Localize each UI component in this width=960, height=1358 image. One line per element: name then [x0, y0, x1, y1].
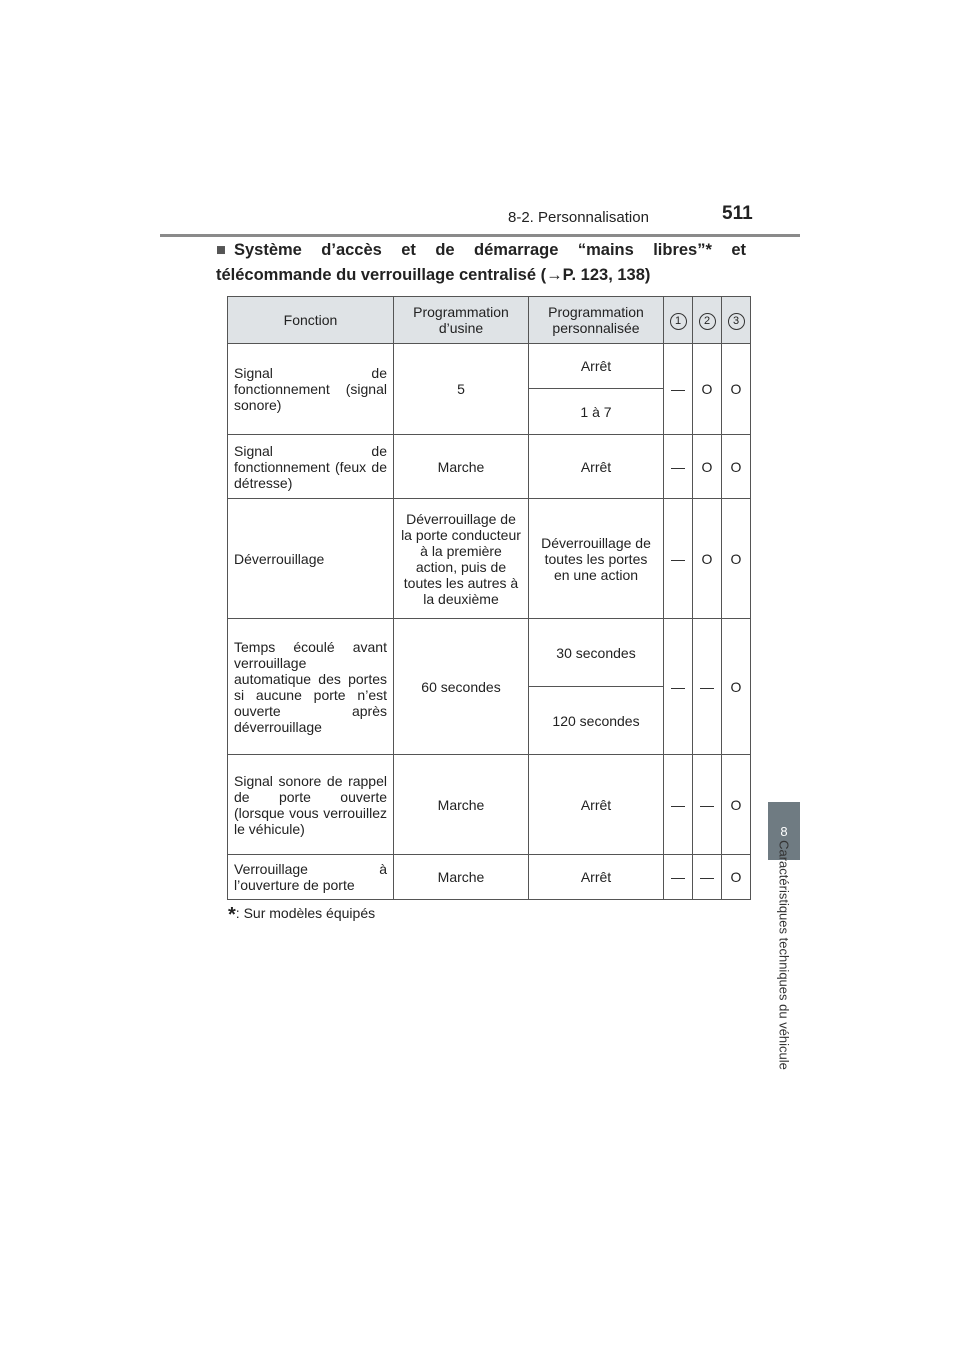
- cell-usine: Déverrouillage de la porte conducteur à la première action, puis de toutes les autres à la deuxième: [394, 499, 529, 619]
- cell-mark-1: —: [664, 499, 693, 619]
- heading-word: “mains: [577, 241, 634, 259]
- cell-perso: 1 à 7: [529, 389, 664, 435]
- cell-mark-3: O: [722, 499, 751, 619]
- cell-perso: Arrêt: [529, 344, 664, 389]
- heading-word: et: [731, 241, 746, 259]
- cell-usine: Marche: [394, 755, 529, 855]
- cell-perso: Arrêt: [529, 435, 664, 499]
- table-row: [228, 499, 751, 619]
- cell-mark-3: O: [722, 435, 751, 499]
- table-row: [228, 435, 751, 499]
- circled-1-icon: 1: [670, 313, 687, 330]
- header-divider: [160, 234, 800, 237]
- header-col-2: [693, 297, 722, 344]
- cell-mark-1: —: [664, 344, 693, 435]
- cell-mark-2: O: [693, 344, 722, 435]
- cell-usine: Marche: [394, 855, 529, 900]
- bullet-icon: ■: [216, 241, 226, 259]
- table-header-row: [228, 297, 751, 344]
- cell-perso: Déverrouillage de toutes les portes en une action: [529, 499, 664, 619]
- asterisk-icon: *: [228, 904, 236, 926]
- cell-mark-3: O: [722, 855, 751, 900]
- cell-fonction: Signal sonore de rappel de porte ouverte (lorsque vous verrouillez le véhicule): [228, 755, 394, 855]
- header-col-1: [664, 297, 693, 344]
- cell-mark-2: O: [693, 435, 722, 499]
- heading-word: et: [401, 241, 416, 259]
- cell-mark-3: O: [722, 755, 751, 855]
- cell-perso: Arrêt: [529, 755, 664, 855]
- cell-mark-1: —: [664, 755, 693, 855]
- heading-word: ■ Système: [216, 241, 302, 259]
- table-row: [228, 855, 751, 900]
- chapter-tab: 8: [768, 802, 800, 860]
- circled-3-icon: 3: [728, 313, 745, 330]
- customization-table: [227, 296, 751, 900]
- cell-fonction: Signal de fonctionnement (feux de détresse): [228, 435, 394, 499]
- heading-word: d’accès: [321, 241, 382, 259]
- chapter-label: Caractéristiques techniques du véhicule: [776, 840, 792, 1070]
- cell-usine: 60 secondes: [394, 619, 529, 755]
- heading-line-1: [216, 238, 746, 263]
- header-perso: Programmation personnalisée: [529, 297, 664, 344]
- cell-perso: Arrêt: [529, 855, 664, 900]
- section-heading: [216, 238, 746, 288]
- cell-usine: 5: [394, 344, 529, 435]
- table-row: [228, 344, 751, 389]
- cell-mark-2: —: [693, 755, 722, 855]
- heading-word: libres”*: [653, 241, 712, 259]
- footnote-text: : Sur modèles équipés: [235, 905, 376, 921]
- cell-mark-2: —: [693, 855, 722, 900]
- heading-word: démarrage: [474, 241, 559, 259]
- page-number: 511: [722, 203, 753, 224]
- cell-fonction: Verrouillage à l’ouverture de porte: [228, 855, 394, 900]
- table-row: [228, 755, 751, 855]
- cell-mark-2: —: [693, 619, 722, 755]
- header-col-3: [722, 297, 751, 344]
- section-title: 8-2. Personnalisation: [508, 209, 649, 226]
- cell-mark-3: O: [722, 344, 751, 435]
- cell-usine: Marche: [394, 435, 529, 499]
- footnote: [228, 904, 375, 927]
- cell-perso: 120 secondes: [529, 687, 664, 755]
- cell-mark-1: —: [664, 855, 693, 900]
- cell-mark-2: O: [693, 499, 722, 619]
- cell-mark-3: O: [722, 619, 751, 755]
- header-fonction: Fonction: [228, 297, 394, 344]
- circled-2-icon: 2: [699, 313, 716, 330]
- cell-fonction: Signal de fonctionnement (signal sonore): [228, 344, 394, 435]
- cell-mark-1: —: [664, 619, 693, 755]
- table-row: [228, 619, 751, 687]
- cell-fonction: Temps écoulé avant verrouillage automatique des portes si aucune porte n’est ouverte après déverrouillage: [228, 619, 394, 755]
- heading-word: de: [435, 241, 455, 259]
- heading-line-2: télécommande du verrouillage centralisé (→P. 123, 138): [216, 266, 651, 284]
- cell-perso: 30 secondes: [529, 619, 664, 687]
- cell-fonction: Déverrouillage: [228, 499, 394, 619]
- cell-mark-1: —: [664, 435, 693, 499]
- header-usine: Programmation d’usine: [394, 297, 529, 344]
